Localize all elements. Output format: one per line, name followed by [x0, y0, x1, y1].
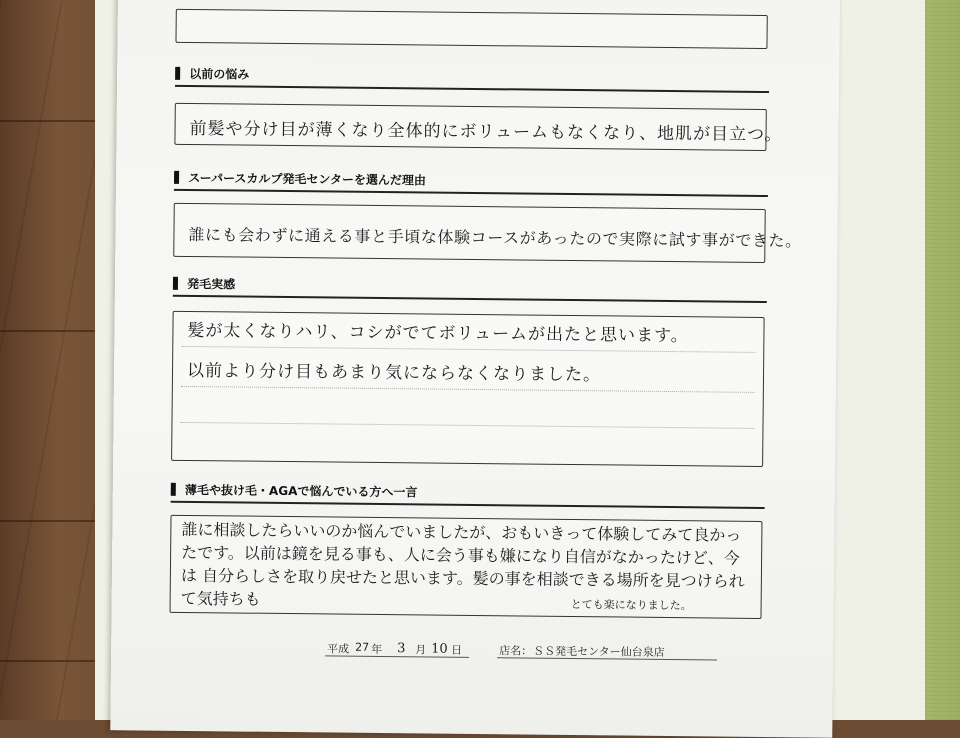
month-unit: 月: [415, 643, 427, 657]
month-value: 3: [397, 641, 406, 657]
handwritten-answer: 誰にも会わずに通える事と手頃な体験コースがあったので実際に試す事ができた。: [188, 224, 802, 251]
store-label: 店名：: [499, 644, 533, 658]
section-heading-message: 薄毛や抜け毛・AGAで悩んでいる方へ一言: [171, 481, 765, 509]
footer: [311, 640, 731, 662]
handwritten-answer: 以前より分け目もあまり気にならなくなりました。: [186, 360, 602, 386]
handwritten-answer-small: とても楽になりました。: [570, 597, 692, 613]
day-value: 10: [431, 641, 448, 657]
top-answer-box: [175, 9, 767, 49]
section-heading-reason: スーパースカルプ発毛センターを選んだ理由: [174, 169, 768, 197]
store-name: ＳＳ発毛センター仙台泉店: [533, 644, 665, 659]
answer-box-previous-concerns: [174, 103, 783, 151]
handwritten-answer: 誰に相談したらいいのか悩んでいましたが、おもいきって体験してみて良かったです。以前は鏡を見る事も、人に会う事も嫌になり自信がなかったけど、今は 自分らしさを取り戻せたと思います。髪の事を相談できる場所を見つけられて気持ちも: [180, 519, 745, 609]
year-value: 27: [355, 640, 370, 654]
year-unit: 年: [371, 642, 383, 657]
answer-box-message: [170, 515, 763, 619]
date-era: 平成: [327, 642, 350, 656]
section-heading-growth-feeling: 発毛実感: [173, 275, 767, 303]
section-heading-previous-concerns: 以前の悩み: [175, 65, 769, 93]
answer-box-growth-feeling: [171, 311, 765, 467]
questionnaire-sheet: [110, 0, 840, 738]
handwritten-answer: 前髪や分け目が薄くなり全体的にボリュームもなくなり、地肌が目立つ。: [189, 118, 783, 146]
handwritten-answer: 髪が太くなりハリ、コシがでてボリュームが出たと思います。: [187, 320, 689, 347]
answer-box-reason: [173, 203, 802, 263]
day-unit: 日: [451, 643, 463, 657]
